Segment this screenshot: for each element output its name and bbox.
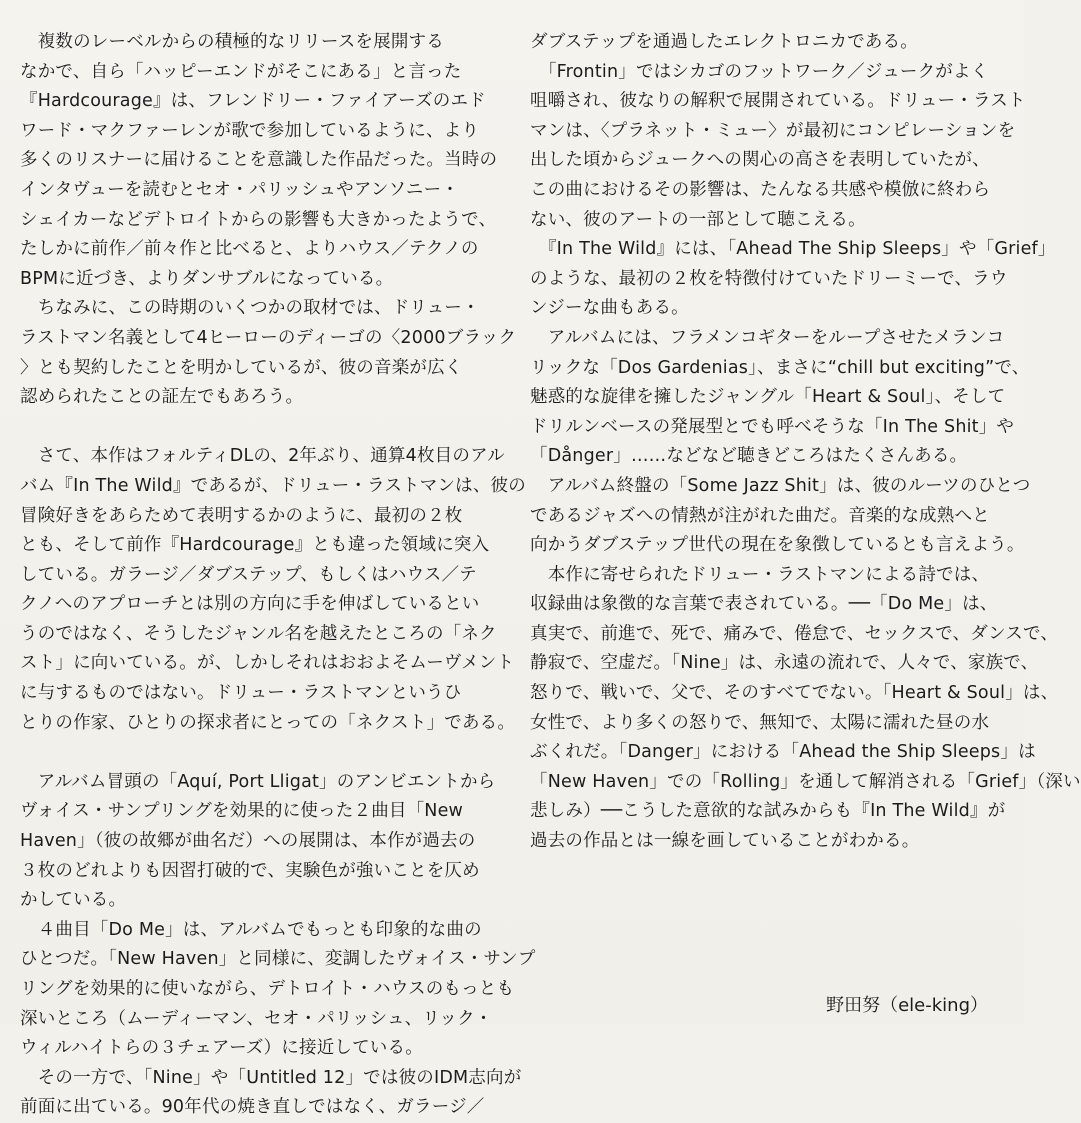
text-line: 『Hardcourage』は、フレンドリー・ファイアーズのエド xyxy=(20,91,486,112)
text-line: であるジャズへの情熱が注がれた曲だ。音楽的な成熟へと xyxy=(530,505,990,526)
text-line: 前面に出ている。90年代の焼き直しではなく、ガラージ／ xyxy=(20,1097,485,1118)
text-line: している。ガラージ／ダブステップ、もしくはハウス／テ xyxy=(20,564,477,585)
text-line: アルバム終盤の「Some Jazz Shit」は、彼のルーツのひとつ xyxy=(530,475,1031,496)
text-line: リックな「Dos Gardenias」、まさに“chill but exciting”で、 xyxy=(530,357,1030,378)
text-line: ワード・マクファーレンが歌で参加しているように、より xyxy=(20,120,480,141)
text-line: シェイカーなどデトロイトからの影響も大きかったようで、 xyxy=(20,209,497,230)
text-line: ３枚のどれよりも因習打破的で、実験色が強いことを仄め xyxy=(20,860,480,881)
text-line: スト」に向いている。が、しかしそれはおおよそムーヴメント xyxy=(20,653,515,674)
text-line: のような、最初の２枚を特徴付けていたドリーミーで、ラウ xyxy=(530,268,1008,289)
text-line: アルバム冒頭の「Aquí, Port Lligat」のアンビエントから xyxy=(20,771,496,792)
paragraph xyxy=(20,28,498,294)
text-line: 多くのリスナーに届けることを意識した作品だった。当時の xyxy=(20,150,498,171)
text-line: この曲におけるその影響は、たんなる共感や模倣に終わら xyxy=(530,179,991,200)
text-line: なかで、自ら「ハッピーエンドがそこにある」と言った xyxy=(20,61,462,82)
text-line: 魅惑的な旋律を擁したジャングル「Heart & Soul」、そして xyxy=(530,387,1006,408)
text-line: ラストマン名義として4ヒーローのディーゴの〈2000ブラック xyxy=(20,327,517,348)
text-line: 「Dånger」……などなど聴きどころはたくさんある。 xyxy=(530,446,968,467)
text-line: かしている。 xyxy=(20,890,127,911)
text-line: マンは、〈プラネット・ミュー〉が最初にコンピレーションを xyxy=(530,120,1016,141)
text-line: 「New Haven」での「Rolling」を通して解消される「Grief」（深い xyxy=(530,771,1081,792)
text-line: 出した頃からジュークへの関心の高さを表明していたが、 xyxy=(530,150,990,171)
text-line: 真実で、前進で、死で、痛みで、倦怠で、セックスで、ダンスで、 xyxy=(530,623,1059,644)
text-line: たしかに前作／前々作と比べると、よりハウス／テクノの xyxy=(20,239,479,260)
text-line: ない、彼のアートの一部として聴こえる。 xyxy=(530,209,866,230)
paragraph xyxy=(20,768,496,916)
text-line: 冒険好きをあらためて表明するかのように、最初の２枚 xyxy=(20,505,463,526)
paragraph-gap xyxy=(20,738,490,768)
text-line: ちなみに、この時期のいくつかの取材では、ドリュー・ xyxy=(20,298,480,319)
text-line: 『In The Wild』には、「Ahead The Ship Sleeps」や「Grief」 xyxy=(530,239,1056,260)
paragraph xyxy=(530,561,1081,857)
left-text-column xyxy=(20,28,536,1123)
author-signature: 野田努（ele-king） xyxy=(826,995,988,1016)
text-line: 悲しみ）──こうした意欲的な試みからも『In The Wild』が xyxy=(530,801,1006,822)
text-line: インタヴューを読むとセオ・パリッシュやアンソニー・ xyxy=(20,179,459,200)
text-line: ヴォイス・サンプリングを効果的に使った２曲目「New xyxy=(20,801,464,822)
paragraph xyxy=(20,916,536,1064)
paragraph-gap xyxy=(20,413,490,443)
text-line: 認められたことの証左でもあろう。 xyxy=(20,387,304,408)
text-line: 複数のレーベルからの積極的なリリースを展開する xyxy=(20,32,444,52)
text-line: Haven」（彼の故郷が曲名だ）への展開は、本作が過去の xyxy=(20,831,476,852)
paragraph xyxy=(530,58,1026,236)
paragraph xyxy=(20,294,517,412)
text-line: 収録曲は象徴的な言葉で表されている。──「Do Me」は、 xyxy=(530,594,998,615)
text-line: 深いところ（ムーディーマン、セオ・パリッシュ、リック・ xyxy=(20,1008,493,1029)
text-line: 〉とも契約したことを明かしているが、彼の音楽が広く xyxy=(20,357,463,378)
text-line: に与するものではない。ドリュー・ラストマンというひ xyxy=(20,683,462,704)
text-line: 過去の作品とは一線を画していることがわかる。 xyxy=(530,831,920,852)
text-line: 本作に寄せられたドリュー・ラストマンによる詩では、 xyxy=(530,564,990,585)
text-line: その一方で、「Nine」や「Untitled 12」では彼のIDM志向が xyxy=(20,1067,522,1088)
paragraph xyxy=(530,472,1031,561)
text-line: とりの作家、ひとりの探求者にとっての「ネクスト」である。 xyxy=(20,712,516,733)
right-text-column xyxy=(530,28,1081,857)
text-line: ウィルハイトらの３チェアーズ）に接近している。 xyxy=(20,1038,423,1059)
text-line: リングを効果的に使いながら、デトロイト・ハウスのもっとも xyxy=(20,979,515,999)
paragraph xyxy=(530,235,1056,324)
text-line: BPMに近づき、よりダンサブルになっている。 xyxy=(20,268,394,289)
text-line: ンジーな曲もある。 xyxy=(530,298,689,319)
text-line: うのではなく、そうしたジャンル名を越えたところの「ネク xyxy=(20,623,497,644)
text-line: アルバムには、フラメンコギターをループさせたメランコ xyxy=(530,327,1005,348)
text-line: ドリルンベースの発展型とでも呼べそうな「In The Shit」や xyxy=(530,416,1015,437)
text-line: ４曲目「Do Me」は、アルバムでもっとも印象的な曲の xyxy=(20,919,482,940)
paragraph xyxy=(530,324,1030,472)
text-line: ひとつだ。「New Haven」と同様に、変調したヴォイス・サンプ xyxy=(20,949,536,970)
paragraph xyxy=(20,1064,522,1123)
text-line: とも、そして前作『Hardcourage』とも違った領域に突入 xyxy=(20,535,490,556)
text-line: ぶくれだ。「Danger」における「Ahead the Ship Sleeps」は xyxy=(530,742,1036,763)
text-line: クノへのアプローチとは別の方向に手を伸ばしているとい xyxy=(20,594,480,615)
text-line: 向かうダブステップ世代の現在を象徴しているとも言えよう。 xyxy=(530,535,1025,556)
text-line: バム『In The Wild』であるが、ドリュー・ラストマンは、彼の xyxy=(20,475,526,496)
paragraph xyxy=(530,28,1008,58)
text-line: ダブステップを通過したエレクトロニカである。 xyxy=(530,32,918,52)
text-line: 咀嚼され、彼なりの解釈で展開されている。ドリュー・ラスト xyxy=(530,91,1026,112)
paragraph xyxy=(20,442,526,738)
text-line: さて、本作はフォルティDLの、2年ぶり、通算4枚目のアル xyxy=(20,446,505,467)
text-line: 怒りで、戦いで、父で、そのすべてでない。「Heart & Soul」は、 xyxy=(530,683,1059,704)
text-line: 「Frontin」ではシカゴのフットワーク／ジュークがよく xyxy=(530,61,989,82)
text-line: 女性で、より多くの怒りで、無知で、太陽に濡れた昼の水 xyxy=(530,712,990,733)
text-line: 静寂で、空虚だ。「Nine」は、永遠の流れで、人々で、家族で、 xyxy=(530,653,1039,674)
